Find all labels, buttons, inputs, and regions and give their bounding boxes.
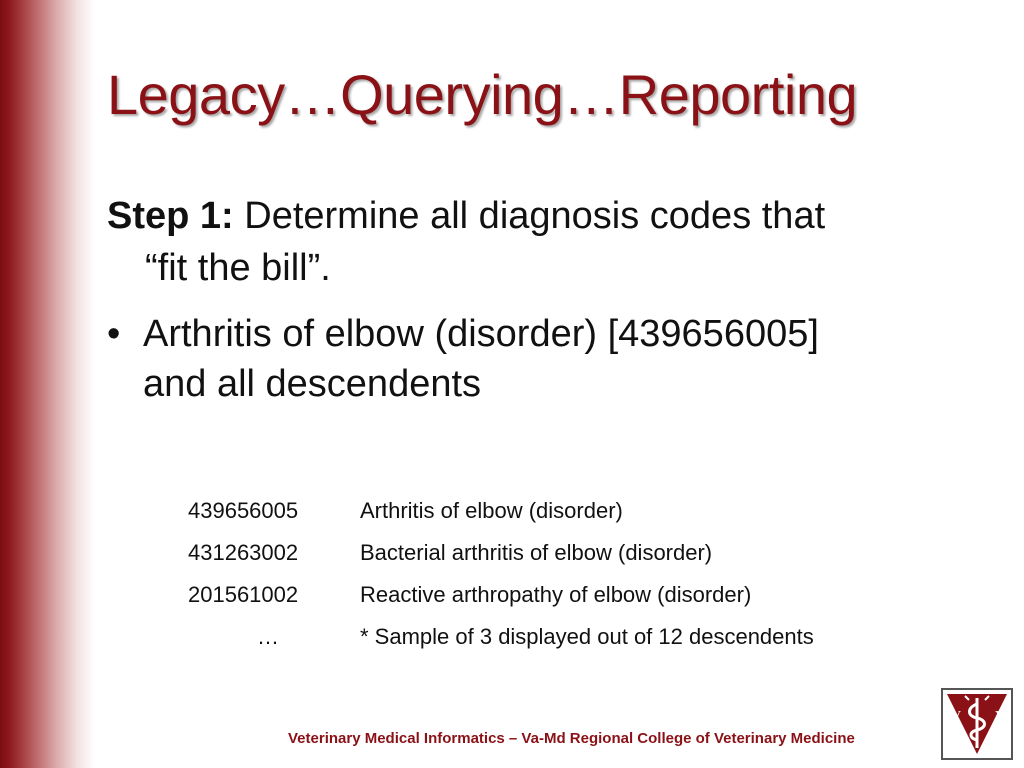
code-value: 439656005 <box>188 498 299 523</box>
code-row <box>188 616 814 658</box>
code-row <box>188 490 814 532</box>
bullet-item <box>107 309 987 409</box>
code-note: * Sample of 3 displayed out of 12 descendents <box>360 624 814 649</box>
veterinary-caduceus-icon <box>941 688 1013 760</box>
bullet-text-line-1: Arthritis of elbow (disorder) [439656005] <box>143 313 819 355</box>
step-1-paragraph <box>107 190 987 294</box>
code-row <box>188 532 814 574</box>
code-description: Reactive arthropathy of elbow (disorder) <box>360 582 752 607</box>
left-gradient-band <box>0 0 95 768</box>
svg-text:V: V <box>951 709 962 724</box>
code-description: Bacterial arthritis of elbow (disorder) <box>360 540 713 565</box>
diagnosis-code-list <box>188 490 814 658</box>
footer-text: Veterinary Medical Informatics – Va-Md Regional College of Veterinary Medicine <box>288 730 855 747</box>
code-value: 201561002 <box>188 582 299 607</box>
code-row <box>188 574 814 616</box>
bullet-text-line-2: and all descendents <box>143 363 482 405</box>
step-text-line-1: Determine all diagnosis codes that <box>233 195 826 237</box>
slide-title: Legacy…Querying…Reporting <box>107 63 858 126</box>
code-value-ellipsis: … <box>257 624 279 649</box>
bullet-icon: • <box>107 313 121 355</box>
step-text-line-2: “fit the bill”. <box>145 247 331 289</box>
svg-text:V: V <box>995 709 1006 724</box>
step-label: Step 1: <box>107 195 234 237</box>
code-description: Arthritis of elbow (disorder) <box>360 498 623 523</box>
code-value: 431263002 <box>188 540 299 565</box>
